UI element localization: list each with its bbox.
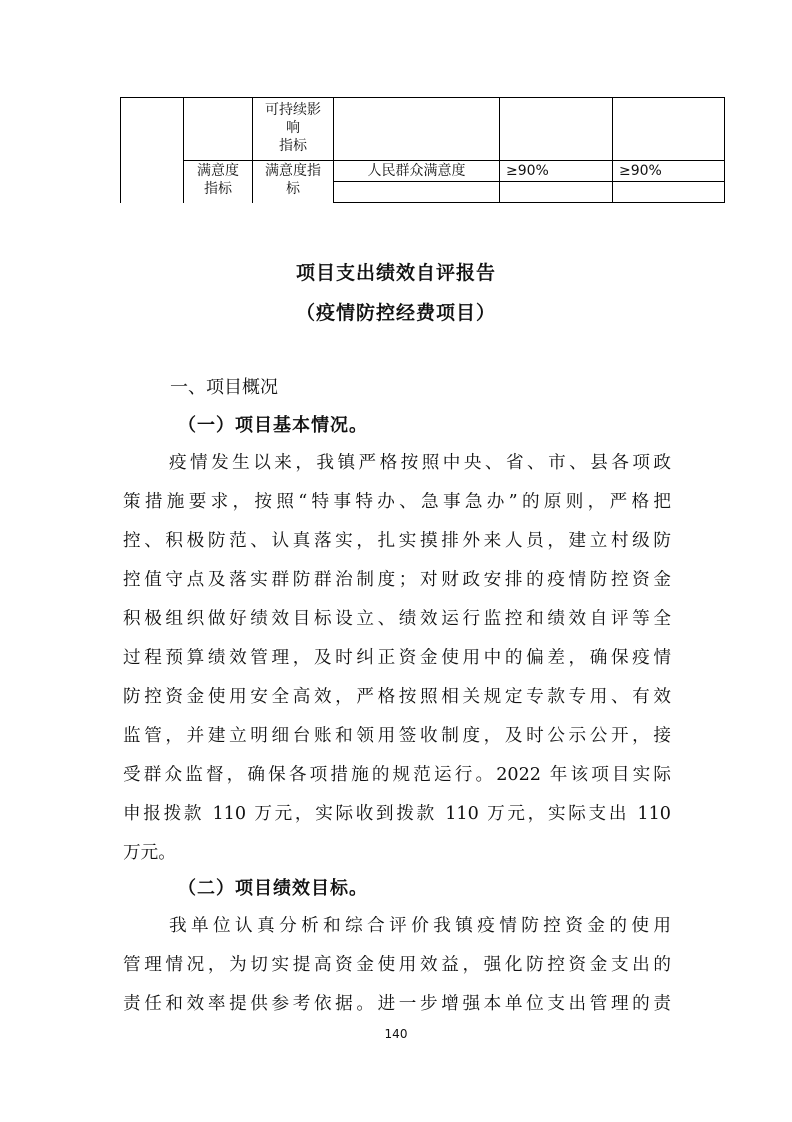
cell-line: 指标 (204, 181, 232, 197)
cell-actual-value: ≥90% (619, 163, 662, 179)
indicator-table (0, 0, 792, 210)
cell-satisfaction-indicator (253, 162, 333, 198)
cell-target-value: ≥90% (506, 163, 549, 179)
subsection-heading: （二）项目绩效目标。 (178, 878, 368, 899)
subsection-heading: （一）项目基本情况。 (178, 415, 368, 436)
cell-line: 标 (286, 181, 300, 197)
text-line: 责任和效率提供参考依据。进一步增强本单位支出管理的责 (123, 994, 671, 1014)
page-number: 140 (384, 1027, 408, 1041)
cell-line: 可持续影 (265, 102, 321, 118)
text-line: 控、积极防范、认真落实，扎实摸排外来人员，建立村级防 (123, 531, 671, 551)
cell-public-satisfaction: 人民群众满意度 (367, 163, 466, 179)
text-line: 策措施要求，按照“特事特办、急事急办”的原则，严格把 (123, 492, 671, 512)
paragraph-basic-info (123, 444, 671, 873)
cell-satisfaction-category (184, 162, 252, 198)
section-heading: 一、项目概况 (170, 377, 278, 398)
text-line: 申报拨款 110 万元，实际收到拨款 110 万元，实际支出 110 (123, 804, 671, 824)
text-line: 防控资金使用安全高效，严格按照相关规定专款专用、有效 (123, 687, 671, 707)
text-line: 监管，并建立明细台账和领用签收制度，及时公示公开，接 (123, 726, 671, 746)
report-title: 项目支出绩效自评报告 (295, 262, 496, 284)
cell-line: 满意度 (197, 163, 239, 179)
text-line: 控值守点及落实群防群治制度；对财政安排的疫情防控资金 (123, 570, 671, 590)
text-line: 积极组织做好绩效目标设立、绩效运行监控和绩效自评等全 (123, 609, 671, 629)
text-line: 受群众监督，确保各项措施的规范运行。2022 年该项目实际 (123, 765, 671, 785)
text-line: 我单位认真分析和综合评价我镇疫情防控资金的使用 (169, 916, 671, 936)
text-line: 万元。 (123, 843, 176, 863)
paragraph-performance-goals (123, 907, 671, 1024)
report-subtitle: （疫情防控经费项目） (295, 302, 496, 324)
text-line: 管理情况，为切实提高资金使用效益，强化防控资金支出的 (123, 955, 671, 975)
cell-line: 满意度指 (265, 163, 321, 179)
text-line: 过程预算绩效管理，及时纠正资金使用中的偏差，确保疫情 (123, 648, 671, 668)
cell-line: 响 (286, 120, 300, 136)
text-line: 疫情发生以来，我镇严格按照中央、省、市、县各项政 (169, 453, 671, 473)
cell-sustainable-impact (253, 101, 333, 155)
cell-line: 指标 (279, 138, 307, 154)
